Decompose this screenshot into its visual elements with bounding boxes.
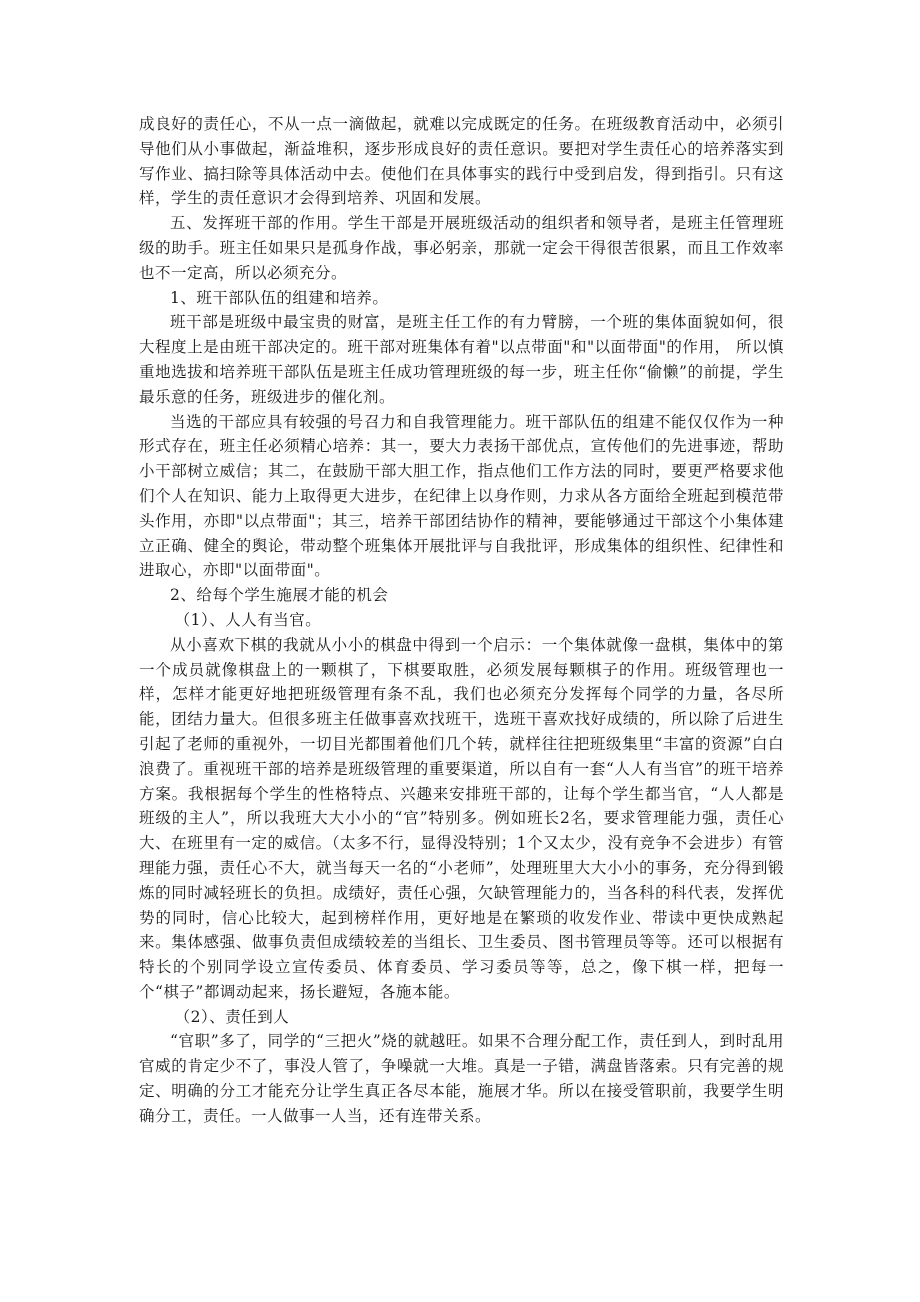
paragraph-cadre-training: 当选的干部应具有较强的号召力和自我管理能力。班干部队伍的组建不能仅仅作为一种形式存在，班主任必须精心培养：其一，要大力表扬干部优点，宣传他们的先进事迹，帮助小干部树立威信；其二，在鼓励干部大胆工作，指点他们工作方法的同时，要更严格要求他们个人在知识、能力上取得更大进步，在纪律上以身作则，力求从各方面给全班起到模范带头作用，亦即"以点带面"；其三，培养干部团结协作的精神，要能够通过干部这个小集体建立正确、健全的舆论，带动整个班集体开展批评与自我批评，形成集体的组织性、纪律性和进取心，亦即"以面带面"。 — [139, 412, 784, 580]
document-page — [139, 112, 784, 1129]
heading-2: 2、给每个学生施展才能的机会 — [170, 586, 389, 605]
heading-1: 1、班干部队伍的组建和培养。 — [170, 288, 389, 307]
heading-2-1: （1）、人人有当官。 — [174, 610, 322, 629]
paragraph-chess-metaphor: 从小喜欢下棋的我就从小小的棋盘中得到一个启示：一个集体就像一盘棋，集体中的第一个成员就像棋盘上的一颗棋了，下棋要取胜，必须发展每颗棋子的作用。班级管理也一样，怎样才能更好地把班级管理有条不乱，我们也必须充分发挥每个同学的力量，各尽所能，团结力量大。但很多班主任做事喜欢找班干，选班干喜欢找好成绩的，所以除了后进生引起了老师的重视外，一切目光都围着他们几个转，就样往往把班级集里“丰富的资源”白白浪费了。重视班干部的培养是班级管理的重要渠道，所以自有一套“人人有当官”的班干培养方案。我根据每个学生的性格特点、兴趣来安排班干部的，让每个学生都当官，“人人都是班级的主人”，所以我班大大小小的“官”特别多。例如班长2名，要求管理能力强，责任心大、在班里有一定的威信。（太多不行，显得没特别；1个又太少，没有竞争不会进步）有管理能力强，责任心不大，就当每天一名的“小老师”，处理班里大大小小的事务，充分得到锻炼的同时减轻班长的负担。成绩好，责任心强，欠缺管理能力的，当各科的科代表，发挥优势的同时，信心比较大，起到榜样作用，更好地是在繁琐的收发作业、带读中更快成熟起来。集体感强、做事负责但成绩较差的当组长、卫生委员、图书管理员等等。还可以根据有特长的个别同学设立宣传委员、体育委员、学习委员等等，总之，像下棋一样，把每一个“棋子”都调动起来，扬长避短，各施本能。 — [139, 635, 784, 1001]
paragraph-class-cadre: 班干部是班级中最宝贵的财富，是班主任工作的有力臂膀，一个班的集体面貌如何，很大程度上是由班干部决定的。班干部对班集体有着"以点带面"和"以面带面"的作用， 所以慎重地选拔和培养班干部队伍是班主任成功管理班级的每一步，班主任你“偷懒”的前提，学生最乐意的任务，班级进步的催化剂。 — [139, 313, 784, 406]
paragraph-continuation: 成良好的责任心，不从一点一滴做起，就难以完成既定的任务。在班级教育活动中，必须引导他们从小事做起，渐益堆积，逐步形成良好的责任意识。要把对学生责任心的培养落实到写作业、搞扫除等具体活动中去。使他们在具体事实的践行中受到启发，得到指引。只有这样，学生的责任意识才会得到培养、巩固和发展。 — [139, 115, 784, 208]
heading-2-2: （2）、责任到人 — [174, 1007, 290, 1026]
paragraph-responsibility: “官职”多了，同学的“三把火”烧的就越旺。如果不合理分配工作，责任到人，到时乱用官威的肯定少不了，事没人管了，争噪就一大堆。真是一子错，满盘皆落索。只有完善的规定、明确的分工才能充分让学生真正各尽本能，施展才华。所以在接受管职前，我要学生明确分工，责任。一人做事一人当，还有连带关系。 — [139, 1032, 784, 1125]
paragraph-section-five: 五、发挥班干部的作用。学生干部是开展班级活动的组织者和领导者，是班主任管理班级的助手。班主任如果只是孤身作战，事必躬亲，那就一定会干得很苦很累，而且工作效率也不一定高，所以必须充分。 — [139, 214, 784, 282]
